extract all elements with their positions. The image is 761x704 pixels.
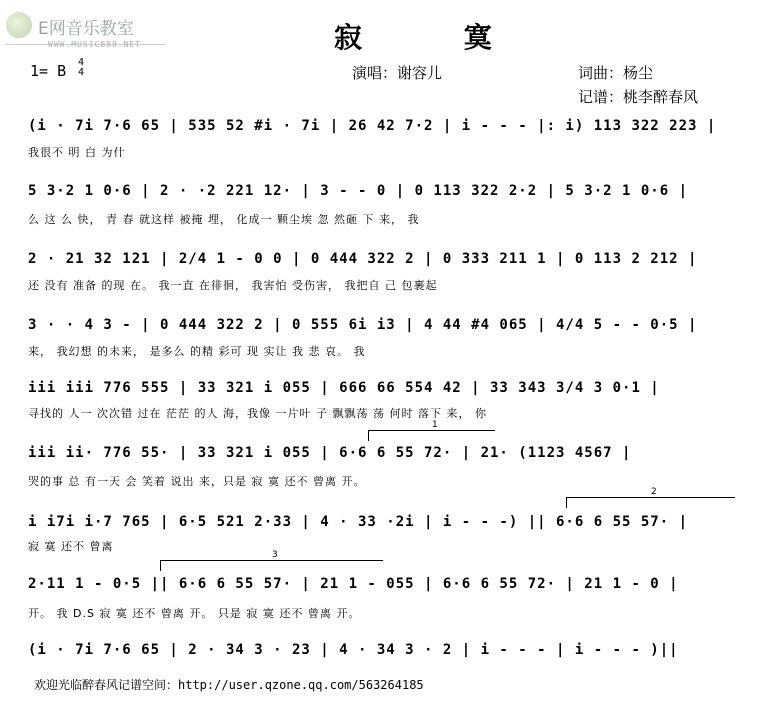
lyric-line-8: 开。 我 D.S 寂 寞 还不 曾离 开。 只是 寂 寞 还不 曾离 开。 (28, 607, 361, 620)
footer-credit: 欢迎光临醉春风记谱空间：http://user.qzone.qq.com/563264185 (34, 678, 424, 692)
composer-credit: 词曲：杨尘 (578, 64, 654, 82)
score-line-4: 3 · · 4 3 - | 0 444 322 2 | 0 555 6i i3 | 4 44 #4 065 | 4/4 5 - - 0·5 | (28, 317, 698, 333)
volta-bracket (566, 487, 735, 508)
logo-url: WWW.MUSIC888.NET (48, 40, 142, 49)
meter-bottom: 4 (78, 67, 85, 78)
song-title: 寂 寞 (334, 21, 538, 54)
lyric-line-2: 么 这 么 快， 青 春 就这样 被掩 埋， 化成一 颗尘埃 忽 然砸 下 来， 我 (28, 213, 420, 226)
site-logo (6, 12, 162, 40)
singer-credit: 演唱：谢容儿 (352, 64, 443, 82)
lyric-line-4: 来， 我幻想 的未来， 是多么 的精 彩可 现 实让 我 悲 哀。 我 (28, 345, 366, 358)
score-line-1: (i · 7i 7·6 65 | 535 52 #i · 7i | 26 42 7·2 | i - - - |: i) 113 322 223 | (28, 118, 717, 134)
volta-number: 2 (651, 487, 657, 497)
key-signature: 1= B (30, 62, 67, 80)
score-line-7: i i7i i·7 765 | 6·5 521 2·33 | 4 · 33 ·2i | i - - -) || 6·6 6 55 57· | (28, 514, 689, 530)
volta-bracket (160, 550, 383, 571)
logo-icon (6, 12, 32, 38)
lyric-line-1: 我很不 明 白 为什 (28, 146, 126, 159)
logo-text: E网音乐教室 (38, 19, 134, 39)
score-line-9: (i · 7i 7·6 65 | 2 · 34 3 · 23 | 4 · 34 3 · 2 | i - - - | i - - - )|| (28, 642, 679, 658)
volta-number: 3 (272, 550, 278, 560)
volta-number: 1 (432, 420, 438, 430)
lyric-line-3: 还 没有 准备 的现 在。 我一直 在徘徊， 我害怕 受伤害， 我把自 己 包裹起 (28, 279, 438, 292)
score-line-8: 2·11 1 - 0·5 || 6·6 6 55 57· | 21 1 - 055 | 6·6 6 55 72· | 21 1 - 0 | (28, 576, 679, 592)
volta-bracket (368, 420, 495, 441)
time-signature (78, 58, 84, 78)
lyric-line-5: 寻找的 人一 次次错 过在 茫茫 的人 海，我像 一片叶 子 飘飘荡 荡 何时 落下 来， 你 (28, 407, 487, 420)
score-line-3: 2 · 21 32 121 | 2/4 1 - 0 0 | 0 444 322 2 | 0 333 211 1 | 0 113 2 212 | (28, 251, 698, 267)
meter-top: 4 (78, 57, 85, 68)
score-line-2: 5 3·2 1 0·6 | 2 · ·2 221 12· | 3 - - 0 | 0 113 322 2·2 | 5 3·2 1 0·6 | (28, 183, 689, 199)
lyric-line-6: 哭的事 总 有一天 会 笑着 说出 来，只是 寂 寞 还不 曾离 开。 (28, 475, 366, 488)
score-line-6: iii ii· 776 55· | 33 321 i 055 | 6·6 6 55 72· | 21· (1123 4567 | (28, 445, 632, 461)
score-line-5: iii iii 776 555 | 33 321 i 055 | 666 66 554 42 | 33 343 3/4 3 0·1 | (28, 380, 660, 396)
lyric-line-7: 寂 寞 还不 曾离 (28, 540, 114, 553)
recorder-credit: 记谱：桃李醉春风 (578, 88, 699, 106)
